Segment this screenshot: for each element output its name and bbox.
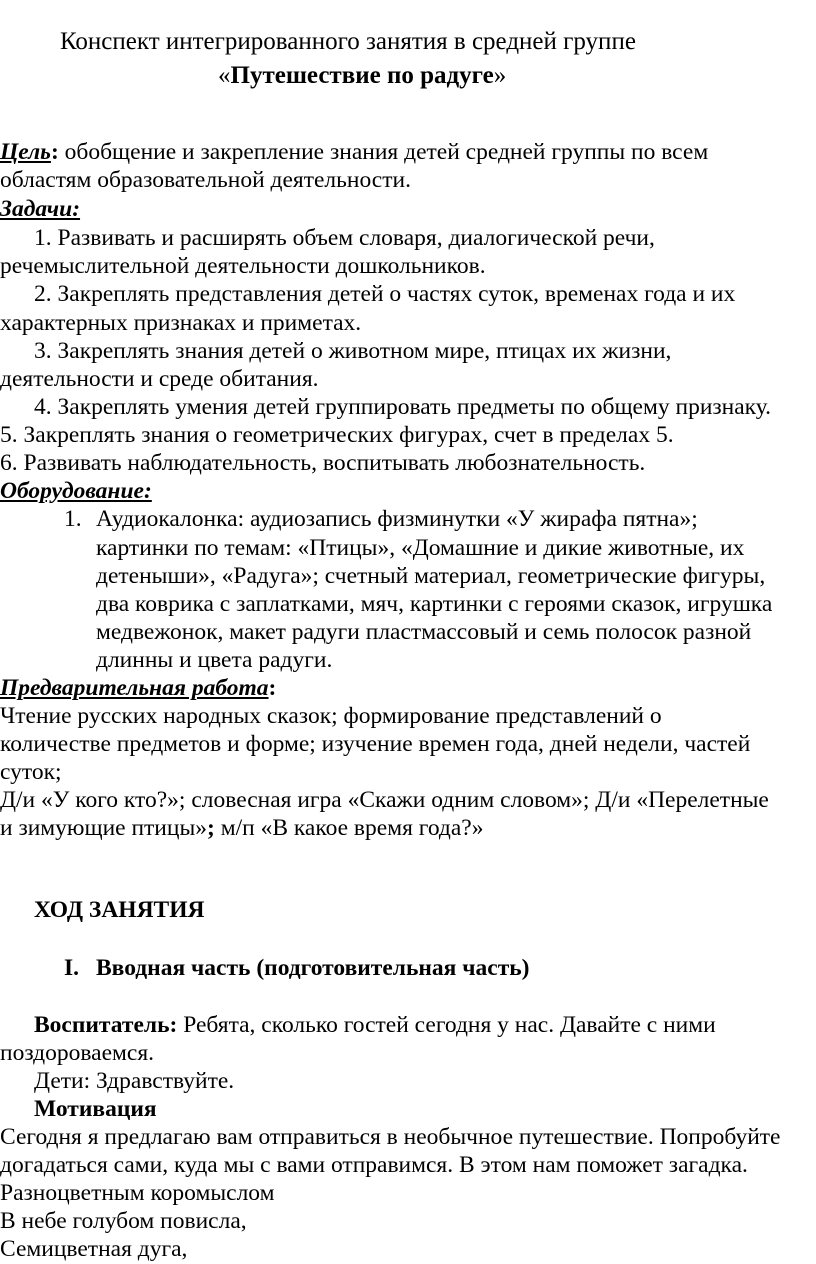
prework-text-c: м/п «В какое время года?»: [214, 815, 484, 841]
riddle-line: Разноцветным коромыслом: [0, 1180, 275, 1206]
task-line: характерных признаках и приметах.: [0, 310, 362, 336]
equipment-line: длинны и цвета радуги.: [96, 647, 333, 673]
task-line: 2. Закреплять представления детей о частях суток, временах года и их: [34, 281, 736, 307]
prework-line: Д/и «У кого кто?»; словесная игра «Скажи одним словом»; Д/и «Перелетные: [0, 787, 769, 813]
prework-label: Предварительная работа: [0, 675, 269, 701]
goal-colon: :: [50, 139, 59, 165]
task-line: 5. Закреплять знания о геометрических фигурах, счет в пределах 5.: [0, 422, 674, 448]
equipment-number: 1.: [64, 506, 82, 532]
task-line: речемыслительной деятельности дошкольников.: [0, 253, 486, 279]
goal-label: Цель: [0, 139, 51, 165]
teacher-label: Воспитатель:: [34, 1012, 178, 1038]
document-title: Конспект интегрированного занятия в средней группе: [60, 28, 636, 55]
course-line: догадаться сами, куда мы с вами отправимся. В этом нам поможет загадка.: [0, 1152, 748, 1178]
children-reply: Дети: Здравствуйте.: [34, 1068, 235, 1094]
prework-text-a: и зимующие птицы»: [0, 815, 208, 841]
goal-text-1: обобщение и закрепление знания детей средней группы по всем: [58, 139, 709, 165]
task-line: деятельности и среде обитания.: [0, 366, 319, 392]
equipment-line: медвежонок, макет радуги пластмассовый и семь полосок разной: [96, 619, 752, 645]
equipment-line: два коврика с заплатками, мяч, картинки с героями сказок, игрушка: [96, 591, 773, 617]
task-line: 1. Развивать и расширять объем словаря, диалогической речи,: [34, 225, 655, 251]
goal-line-2: областям образовательной деятельности.: [0, 167, 411, 193]
prework-line: количестве предметов и форме; изучение времен года, дней недели, частей: [0, 731, 751, 757]
subtitle-quote-open: «: [218, 62, 231, 89]
teacher-line-2: поздороваемся.: [0, 1040, 155, 1066]
subtitle-text: Путешествие по радуге: [230, 62, 494, 89]
part-title: Вводная часть (подготовительная часть): [96, 955, 530, 981]
course-line: Сегодня я предлагаю вам отправиться в необычное путешествие. Попробуйте: [0, 1124, 781, 1150]
motivation-heading: Мотивация: [34, 1096, 157, 1122]
task-line: 3. Закреплять знания детей о животном мире, птицах их жизни,: [34, 338, 672, 364]
task-line: 4. Закреплять умения детей группировать предметы по общему признаку.: [34, 394, 772, 420]
course-heading: ХОД ЗАНЯТИЯ: [34, 897, 205, 923]
equipment-line: картинки по темам: «Птицы», «Домашние и дикие животные, их: [96, 535, 745, 561]
riddle-line: В небе голубом повисла,: [0, 1208, 247, 1234]
document-subtitle: [218, 62, 506, 91]
prework-line-last: [0, 814, 483, 843]
teacher-text: Ребята, сколько гостей сегодня у нас. Давайте с ними: [177, 1012, 716, 1038]
subtitle-quote-close: »: [493, 62, 507, 89]
tasks-label: Задачи:: [0, 196, 81, 222]
prework-line: суток;: [0, 759, 62, 785]
goal-line-1: [0, 138, 708, 167]
equipment-line: детеныши», «Радуга»; счетный материал, геометрические фигуры,: [96, 563, 766, 589]
equipment-line: Аудиокалонка: аудиозапись физминутки «У жирафа пятна»;: [96, 506, 698, 532]
teacher-line-1: [34, 1011, 716, 1040]
prework-line: Чтение русских народных сказок; формирование представлений о: [0, 703, 662, 729]
prework-colon: :: [268, 675, 277, 701]
prework-semicolon: ;: [207, 815, 215, 841]
prework-heading: [0, 674, 276, 703]
riddle-line: Семицветная дуга,: [0, 1236, 188, 1262]
task-line: 6. Развивать наблюдательность, воспитывать любознательность.: [0, 450, 646, 476]
equipment-label: Оборудование:: [0, 478, 152, 504]
part-number: I.: [64, 955, 80, 981]
